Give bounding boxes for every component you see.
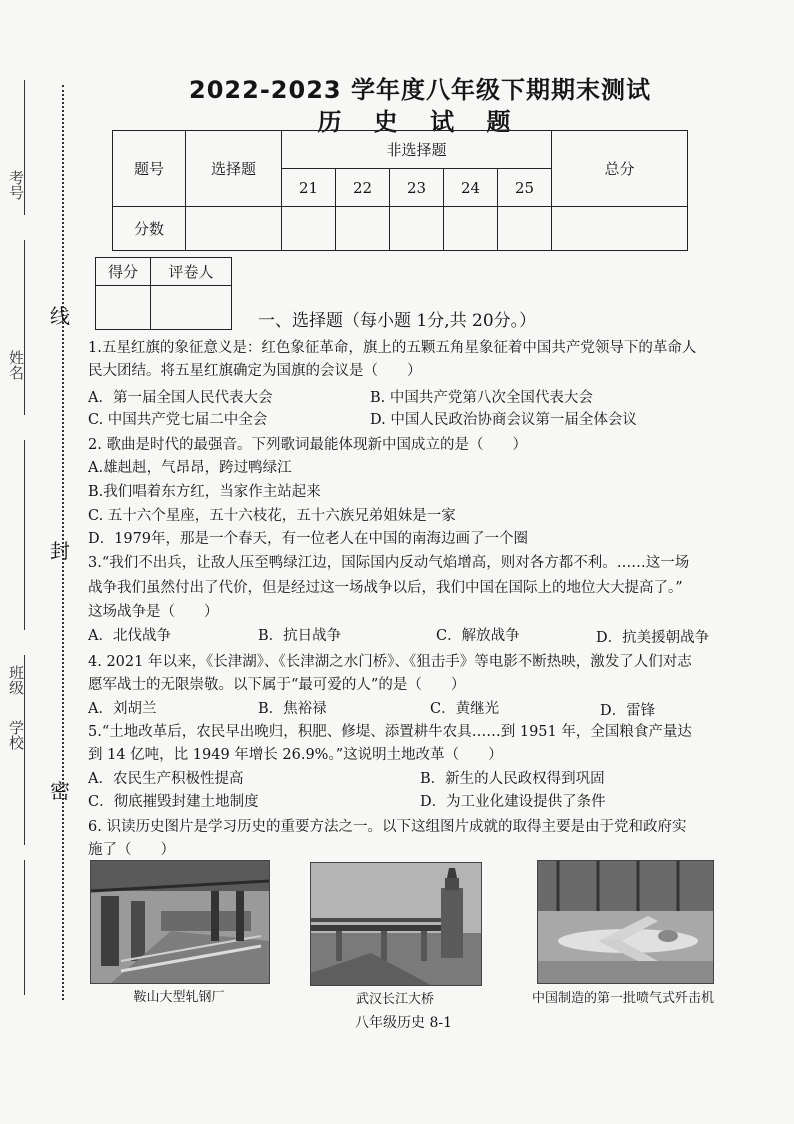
score-table-qnum: 21 <box>282 169 336 207</box>
bridge-photo <box>310 862 482 986</box>
score-table <box>112 130 688 251</box>
q6-stem: 6. 识读历史图片是学习历史的重要方法之一。以下这组图片成就的取得主要是由于党和政府实 <box>88 819 687 835</box>
score-cell[interactable] <box>282 207 336 251</box>
q3-stem: 这场战争是（ ） <box>88 604 219 620</box>
q3-stem: 战争我们虽然付出了代价，但是经过这一场战争以后，我们中国在国际上的地位大大提高了。” <box>88 580 683 596</box>
q4-option-c: C．黄继光 <box>430 701 500 717</box>
q2-stem: 2. 歌曲是时代的最强音。下列歌词最能体现新中国成立的是（ ） <box>88 437 527 453</box>
binding-margin <box>0 0 80 1124</box>
score-cell-total[interactable] <box>552 207 688 251</box>
photo-caption: 武汉长江大桥 <box>355 992 434 1007</box>
seal-char-secret: 密 <box>50 779 70 803</box>
grader-score-label: 得分 <box>96 258 151 286</box>
q2-option-a: A.雄赳赳，气昂昂，跨过鸭绿江 <box>88 460 292 476</box>
score-table-choice-header: 选择题 <box>186 131 282 207</box>
q5-option-b: B．新生的人民政权得到巩固 <box>420 771 605 787</box>
q5-option-c: C．彻底摧毁封建土地制度 <box>88 794 259 810</box>
grader-name-label: 评卷人 <box>151 258 232 286</box>
q2-option-c: C. 五十六个星座，五十六枝花，五十六族兄弟姐妹是一家 <box>88 508 456 524</box>
q1-option-a: A．第一届全国人民代表大会 <box>88 390 273 406</box>
q5-stem: 5.“土地改革后，农民早出晚归，积肥、修堤、添置耕牛农具……到 1951 年，全国粮食产量达 <box>88 724 692 740</box>
q4-option-b: B．焦裕禄 <box>258 701 327 717</box>
q5-option-d: D．为工业化建设提供了条件 <box>420 794 606 810</box>
q5-stem: 到 14 亿吨，比 1949 年增长 26.9%。”这说明土地改革（ ） <box>88 747 503 763</box>
photo-caption: 鞍山大型轧钢厂 <box>133 990 225 1005</box>
q4-stem: 4. 2021 年以来，《长津湖》、《长津湖之水门桥》、《狙击手》等电影不断热映，激发了人们对志 <box>88 654 692 670</box>
margin-underline <box>24 440 25 630</box>
q4-stem: 愿军战士的无限崇敬。以下属于“最可爱的人”的是（ ） <box>88 677 466 693</box>
q1-option-b: B. 中国共产党第八次全国代表大会 <box>370 390 593 406</box>
q3-stem: 3.“我们不出兵，让敌人压至鸭绿江边，国际国内反动气焰增高，则对各方都不利。……这一场 <box>88 555 690 571</box>
q4-option-d: D．雷锋 <box>600 703 656 719</box>
score-table-qnum: 25 <box>498 169 552 207</box>
grader-score-cell[interactable] <box>96 286 151 330</box>
exam-subtitle: 历 史 试 题 <box>317 108 523 136</box>
score-table-qnum: 24 <box>444 169 498 207</box>
score-cell[interactable] <box>498 207 552 251</box>
jet-fighter-photo <box>537 860 714 984</box>
margin-label-class: 班级 <box>7 665 25 695</box>
page-footer: 八年级历史 8-1 <box>355 1015 452 1031</box>
q1-option-c: C. 中国共产党七届二中全会 <box>88 412 268 428</box>
margin-underline <box>24 860 25 995</box>
q3-option-c: C．解放战争 <box>436 628 520 644</box>
q1-stem: 1.五星红旗的象征意义是：红色象征革命，旗上的五颗五角星象征着中国共产党领导下的革命人 <box>88 340 697 356</box>
q6-stem: 施了（ ） <box>88 842 175 858</box>
score-cell[interactable] <box>336 207 390 251</box>
q1-option-d: D. 中国人民政治协商会议第一届全体会议 <box>370 412 637 428</box>
score-table-label-number: 题号 <box>113 131 186 207</box>
score-cell[interactable] <box>444 207 498 251</box>
q3-option-a: A．北伐战争 <box>88 628 171 644</box>
score-table-nonchoice-header: 非选择题 <box>282 131 552 169</box>
section-heading: 一、选择题（每小题 1分,共 20分。） <box>258 311 537 331</box>
grader-box <box>95 257 232 330</box>
photo-caption: 中国制造的第一批喷气式歼击机 <box>531 991 714 1006</box>
q3-option-d: D．抗美援朝战争 <box>596 630 710 646</box>
margin-label-exam-no: 考号 <box>7 170 25 200</box>
margin-label-school: 学校 <box>7 720 25 750</box>
q4-option-a: A．刘胡兰 <box>88 701 157 717</box>
score-table-total-header: 总分 <box>552 131 688 207</box>
q2-option-b: B.我们唱着东方红，当家作主站起来 <box>88 484 321 500</box>
seal-char-line: 线 <box>50 304 70 328</box>
steel-mill-photo <box>90 860 270 984</box>
q2-option-d: D．1979年，那是一个春天，有一位老人在中国的南海边画了一个圈 <box>88 531 529 547</box>
exam-title: 2022-2023 学年度八年级下期期末测试 <box>189 76 651 104</box>
margin-label-name: 姓名 <box>7 350 25 380</box>
score-cell[interactable] <box>390 207 444 251</box>
score-table-qnum: 23 <box>390 169 444 207</box>
score-cell[interactable] <box>186 207 282 251</box>
score-table-qnum: 22 <box>336 169 390 207</box>
q3-option-b: B．抗日战争 <box>258 628 342 644</box>
seal-char-seal: 封 <box>50 539 70 563</box>
q5-option-a: A．农民生产积极性提高 <box>88 771 244 787</box>
q1-stem: 民大团结。将五星红旗确定为国旗的会议是（ ） <box>88 363 422 379</box>
margin-underline <box>24 240 25 415</box>
score-table-label-score: 分数 <box>113 207 186 251</box>
grader-name-cell[interactable] <box>151 286 232 330</box>
